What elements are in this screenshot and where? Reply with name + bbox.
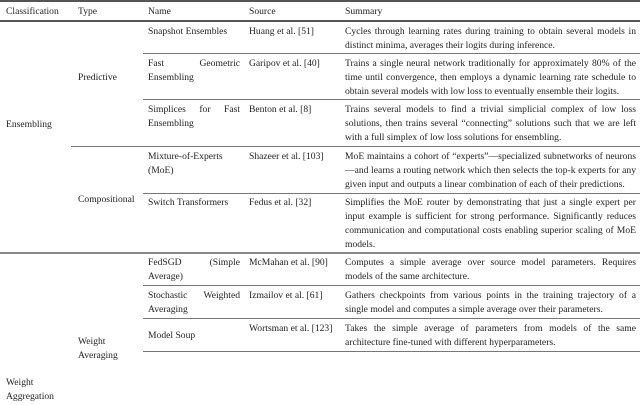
row-name: Switch Transformers bbox=[148, 197, 229, 208]
classification-ensembling: Ensembling bbox=[6, 119, 52, 130]
row-name: Fast Geometric Ensembling bbox=[148, 58, 240, 83]
type-weight-averaging: Weight Averaging bbox=[78, 336, 118, 361]
row-summary: Computes a simple average over source model parameters. Requires models of the same architecture. bbox=[345, 257, 636, 282]
row-source: Shazeer et al. [103] bbox=[249, 151, 324, 162]
classification-weight-aggregation: Weight Aggregation bbox=[6, 377, 54, 402]
row-name: Model Soup bbox=[148, 330, 196, 341]
header-source: Source bbox=[249, 6, 276, 17]
row-source: Fedus et al. [32] bbox=[249, 197, 312, 208]
group-separator bbox=[71, 146, 640, 147]
row-source: Izmailov et al. [61] bbox=[249, 290, 323, 301]
top-rule bbox=[0, 0, 640, 2]
row-separator bbox=[143, 99, 640, 100]
type-predictive: Predictive bbox=[78, 72, 117, 83]
row-separator bbox=[143, 53, 640, 54]
row-summary: Trains a single neural network traditionally for approximately 80% of the time until convergence, then employs a dynamic learning rate schedule to obtain several models with low loss to eventually ensemble their logits. bbox=[345, 58, 636, 97]
row-summary: Cycles through learning rates during training to obtain several models in distinct minima, averages their logits during inference. bbox=[345, 26, 636, 51]
type-compositional: Compositional bbox=[78, 194, 135, 205]
header-summary: Summary bbox=[345, 6, 383, 17]
row-name: Stochastic Weighted Averaging bbox=[148, 290, 240, 315]
header-name: Name bbox=[148, 6, 171, 17]
row-source: McMahan et al. [90] bbox=[249, 257, 328, 268]
row-source: Wortsman et al. [123] bbox=[249, 323, 333, 334]
row-separator bbox=[143, 193, 640, 194]
row-name: Snapshot Ensembles bbox=[148, 26, 228, 37]
header-rule bbox=[0, 20, 640, 22]
header-classification: Classification bbox=[6, 6, 59, 17]
row-separator bbox=[143, 285, 640, 286]
section-separator bbox=[0, 252, 640, 254]
row-name: Simplices for Fast Ensembling bbox=[148, 104, 240, 129]
row-separator bbox=[143, 318, 640, 319]
row-summary: Takes the simple average of parameters from models of the same architecture fine-tuned with different hyperparameters. bbox=[345, 323, 636, 348]
row-summary: Simplifies the MoE router by demonstrating that just a single expert per input example is sufficient for strong performance. Significantly reduces communication and computational costs enabling superior scaling of MoE models. bbox=[345, 197, 636, 250]
row-name: FedSGD (Simple Average) bbox=[148, 257, 240, 282]
row-summary: MoE maintains a cohort of “experts”—specialized subnetworks of neurons—and learns a routing network which then selects the top-k experts for any given input and outputs a linear combination of each of their predictions. bbox=[345, 151, 636, 190]
row-summary: Trains several models to find a trivial simplicial complex of low loss solutions, then trains several “connecting” solutions such that we are left with a full simplex of low loss solutions for ensembling. bbox=[345, 104, 636, 143]
row-source: Huang et al. [51] bbox=[249, 26, 315, 37]
row-source: Garipov et al. [40] bbox=[249, 58, 320, 69]
row-name: Mixture-of-Experts (MoE) bbox=[148, 151, 223, 176]
row-separator bbox=[143, 351, 640, 352]
row-summary: Gathers checkpoints from various points in the training trajectory of a single model and computes a simple average over their parameters. bbox=[345, 290, 636, 315]
header-type: Type bbox=[78, 6, 98, 17]
row-source: Benton et al. [8] bbox=[249, 104, 312, 115]
